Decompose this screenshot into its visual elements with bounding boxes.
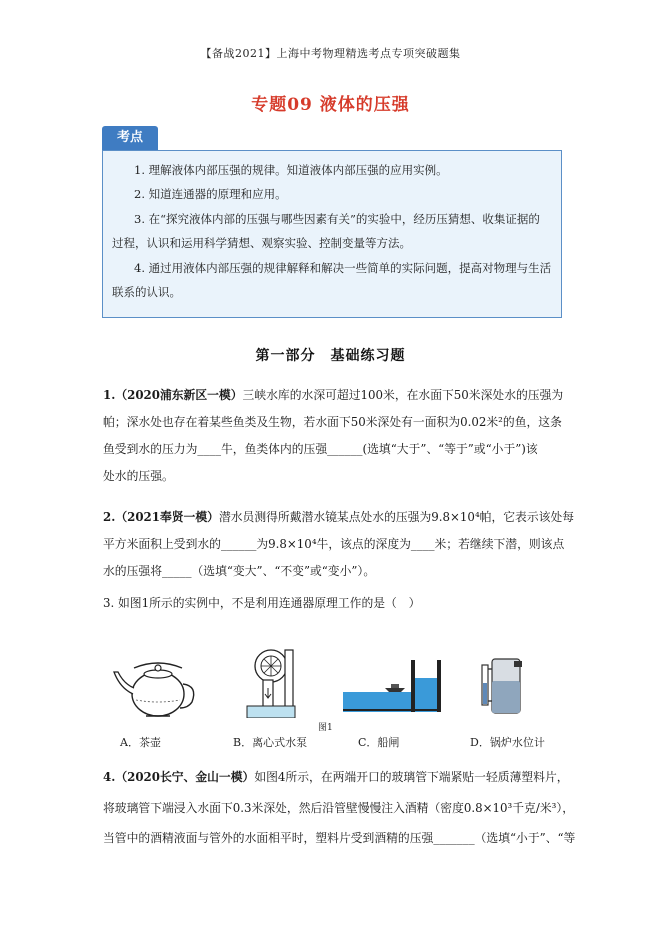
- kaodian-item-1: 1. 理解液体内部压强的规律。知道液体内部压强的应用实例。: [134, 163, 448, 177]
- option-b: B．离心式水泵: [233, 736, 308, 749]
- q4-line-3: 当管中的酒精液面与管外的水面相平时，塑料片受到酒精的压强_______（选填“小于”、“等: [103, 831, 576, 845]
- kaodian-item-3: 3. 在“探究液体内部的压强与哪些因素有关”的实验中，经历压猜想、收集证据的: [134, 212, 540, 226]
- ship-lock-image: [343, 660, 441, 712]
- kaodian-tab: 考点: [102, 126, 158, 150]
- kaodian-item-2: 2. 知道连通器的原理和应用。: [134, 187, 287, 201]
- q1-source: 1.（2020浦东新区一模）: [103, 388, 243, 402]
- q4-line-1: [103, 770, 569, 784]
- kaodian-item-3-cont: 过程，认识和运用科学猜想、观察实验、控制变量等方法。: [112, 236, 411, 250]
- kaodian-item-4: 4. 通过用液体内部压强的规律解释和解决一些简单的实际问题，提高对物理与生活: [134, 261, 552, 275]
- q1-line-4: 处水的压强。: [103, 469, 174, 483]
- option-c: C．船闸: [358, 736, 400, 749]
- q1-line-3: 鱼受到水的压力为____牛，鱼类体内的压强______(选填“大于”、“等于”或“小于”)该: [103, 442, 538, 456]
- q1-line-2: 帕；深水处也存在着某些鱼类及生物，若水面下50米深处有一面积为0.02米²的鱼，这条: [103, 415, 562, 429]
- figure-1-label: 图1: [318, 723, 333, 733]
- option-a: A．茶壶: [120, 736, 161, 749]
- pump-image: [245, 648, 297, 718]
- q4-line-2: 将玻璃管下端浸入水面下0.3米深处，然后沿管壁慢慢注入酒精（密度0.8×10³千克/米³），: [103, 801, 575, 815]
- q2-line-2: 平方米面积上受到水的______为9.8×10⁴牛，该点的深度为____米；若继续下潜，则该点: [103, 537, 565, 551]
- teapot-image: [112, 650, 198, 722]
- q2-source: 2.（2021奉贤一模）: [103, 510, 219, 524]
- q4-text-1: 如图4所示，在两端开口的玻璃管下端紧贴一轻质薄塑料片，: [254, 770, 569, 784]
- q2-line-3: 水的压强将_____（选填“变大”、“不变”或“变小”）。: [103, 564, 376, 578]
- boiler-gauge-image: [478, 655, 530, 715]
- q4-source: 4.（2020长宁、金山一模）: [103, 770, 255, 784]
- page-title: 专题09 液体的压强: [251, 95, 410, 115]
- section-title: 第一部分 基础练习题: [255, 348, 406, 364]
- q1-text-1: 三峡水库的水深可超过100米，在水面下50米深处水的压强为: [242, 388, 564, 402]
- q2-text-1: 潜水员测得所戴潜水镜某点处水的压强为9.8×10⁴帕，它表示该处每: [218, 510, 575, 524]
- q1-line-1: [103, 388, 563, 402]
- page-header: 【备战2021】上海中考物理精选考点专项突破题集: [200, 47, 461, 60]
- q2-line-1: [103, 510, 574, 524]
- kaodian-item-4-cont: 联系的认识。: [112, 285, 181, 299]
- q3-stem: 3. 如图1所示的实例中，不是利用连通器原理工作的是（ ）: [103, 596, 421, 610]
- option-d: D．锅炉水位计: [470, 736, 545, 749]
